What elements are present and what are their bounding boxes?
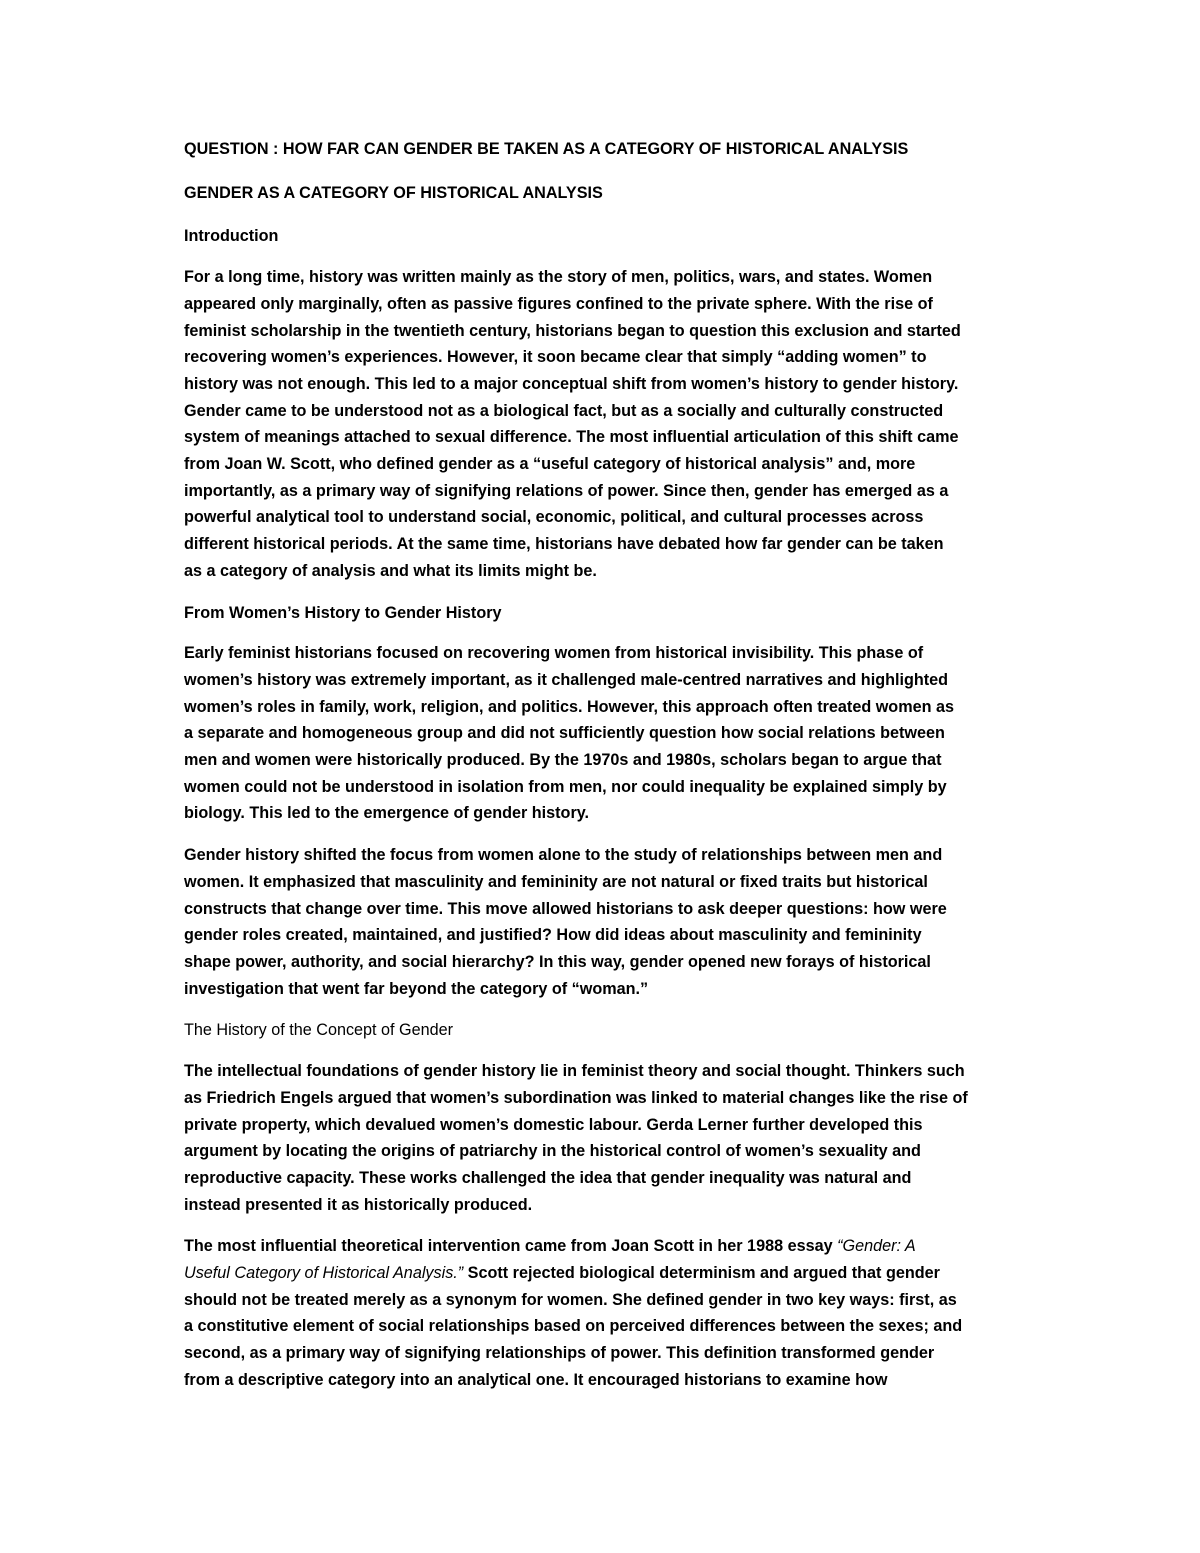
text-line: constructs that change over time. This move allowed historians to ask deeper questions: how were (184, 899, 947, 918)
text-line: instead presented it as historically produced. (184, 1195, 533, 1214)
text-line: importantly, as a primary way of signifying relations of power. Since then, gender has emerged as a (184, 481, 949, 500)
text-line (184, 1233, 1020, 1260)
text-line: biology. This led to the emergence of gender history. (184, 804, 590, 823)
text-line: second, as a primary way of signifying relationships of power. This definition transformed gender (184, 1344, 935, 1363)
text-line: Gender came to be understood not as a biological fact, but as a socially and culturally constructed (184, 401, 944, 420)
document-body (184, 136, 1020, 1409)
text-line: feminist scholarship in the twentieth century, historians began to question this exclusion and started (184, 321, 961, 340)
text-line: argument by locating the origins of patriarchy in the historical control of women’s sexuality and (184, 1142, 921, 1161)
text-line: a separate and homogeneous group and did not sufficiently question how social relations between (184, 724, 945, 743)
text-line: different historical periods. At the same time, historians have debated how far gender can be taken (184, 535, 944, 554)
paragraph (184, 264, 1020, 584)
text-line: Gender history shifted the focus from women alone to the study of relationships between men and (184, 846, 943, 865)
text-line: appeared only marginally, often as passive figures confined to the private sphere. With the rise of (184, 294, 933, 313)
text-line: gender roles created, maintained, and justified? How did ideas about masculinity and femininity (184, 926, 922, 945)
text-line: as Friedrich Engels argued that women’s subordination was linked to material changes like the rise of (184, 1088, 968, 1107)
text-run: The most influential theoretical intervention came from Joan Scott in her 1988 essay (184, 1237, 838, 1256)
text-line: women could not be understood in isolation from men, nor could inequality be explained simply by (184, 777, 947, 796)
question-heading: QUESTION : HOW FAR CAN GENDER BE TAKEN AS A CATEGORY OF HISTORICAL ANALYSIS (184, 140, 909, 158)
text-line: from Joan W. Scott, who defined gender as a “useful category of historical analysis” and, more (184, 455, 916, 474)
text-line: For a long time, history was written mainly as the story of men, politics, wars, and states. Women (184, 268, 933, 287)
essay-title-italic: Useful Category of Historical Analysis.” (184, 1264, 464, 1283)
text-line: women. It emphasized that masculinity and femininity are not natural or fixed traits but historical (184, 872, 928, 891)
text-line: The intellectual foundations of gender history lie in feminist theory and social thought. Thinkers such (184, 1062, 965, 1081)
text-line (184, 1260, 1020, 1287)
section-heading-introduction: Introduction (184, 227, 279, 246)
text-line: should not be treated merely as a synonym for women. She defined gender in two key ways: first, as (184, 1290, 957, 1309)
text-line: men and women were historically produced. By the 1970s and 1980s, scholars began to argue that (184, 751, 942, 770)
essay-title: GENDER AS A CATEGORY OF HISTORICAL ANALYSIS (184, 183, 603, 202)
text-line: Early feminist historians focused on recovering women from historical invisibility. This phase of (184, 644, 924, 663)
paragraph (184, 1058, 1020, 1218)
paragraph-scott (184, 1233, 1020, 1393)
text-line: history was not enough. This led to a major conceptual shift from women’s history to gender history. (184, 374, 959, 393)
paragraph (184, 640, 1020, 827)
text-line: women’s roles in family, work, religion, and politics. However, this approach often treated women as (184, 697, 954, 716)
text-line: as a category of analysis and what its limits might be. (184, 561, 597, 580)
text-line: shape power, authority, and social hierarchy? In this way, gender opened new forays of historical (184, 952, 931, 971)
section-heading-history-of-concept: The History of the Concept of Gender (184, 1021, 454, 1040)
text-line: reproductive capacity. These works challenged the idea that gender inequality was natural and (184, 1168, 912, 1187)
paragraph (184, 842, 1020, 1002)
text-line: system of meanings attached to sexual difference. The most influential articulation of this shift came (184, 428, 959, 447)
text-line: women’s history was extremely important, as it challenged male-centred narratives and highlighted (184, 670, 949, 689)
text-line: a constitutive element of social relationships based on perceived differences between the sexes; and (184, 1317, 963, 1336)
essay-title-italic: “Gender: A (837, 1237, 916, 1256)
text-line: from a descriptive category into an analytical one. It encouraged historians to examine how (184, 1370, 888, 1389)
text-run: Scott rejected biological determinism and argued that gender (463, 1264, 940, 1283)
text-line: powerful analytical tool to understand social, economic, political, and cultural processes across (184, 508, 924, 527)
text-line: private property, which devalued women’s domestic labour. Gerda Lerner further developed this (184, 1115, 923, 1134)
text-line: investigation that went far beyond the category of “woman.” (184, 979, 649, 998)
text-line: recovering women’s experiences. However, it soon became clear that simply “adding women” to (184, 348, 927, 367)
section-heading-womens-to-gender-history: From Women’s History to Gender History (184, 603, 502, 622)
